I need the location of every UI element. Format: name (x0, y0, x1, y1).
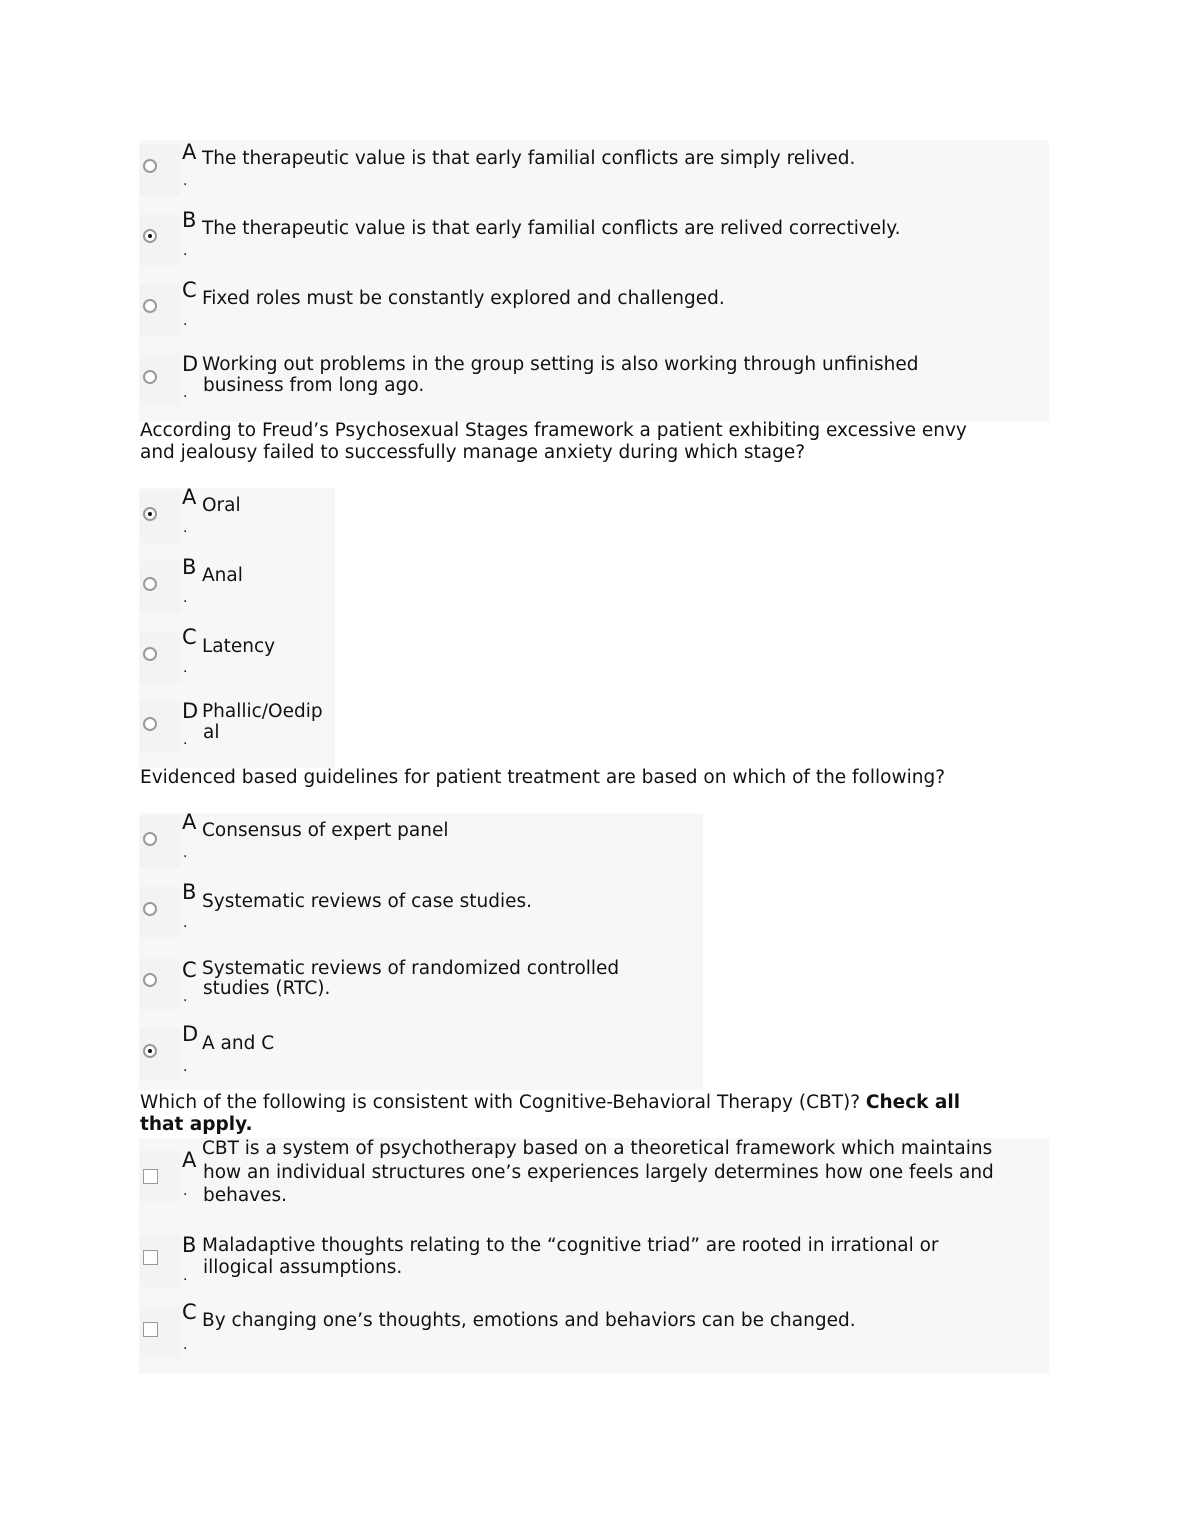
option-text-line-1: Systematic reviews of randomized controlled (202, 958, 620, 979)
option-text-line-1: Working out problems in the group setting is also working through unfinished (202, 354, 919, 375)
option-dot: . (183, 1059, 188, 1075)
option-letter: C (182, 958, 197, 982)
option-q2-d[interactable] (140, 699, 330, 759)
radio-button-selected[interactable] (143, 507, 157, 521)
option-letter: D (182, 1022, 199, 1046)
option-q3-c[interactable] (140, 956, 700, 1016)
option-dot: . (183, 845, 188, 861)
checkbox[interactable] (143, 1322, 158, 1337)
question-text-line-1: According to Freud’s Psychosexual Stages framework a patient exhibiting excessive envy (140, 420, 967, 441)
option-text: Consensus of expert panel (202, 820, 449, 841)
option-letter: C (182, 1300, 197, 1324)
radio-button[interactable] (143, 973, 157, 987)
option-q2-a[interactable] (140, 487, 330, 547)
radio-button[interactable] (143, 159, 157, 173)
option-q3-d[interactable] (140, 1024, 700, 1084)
option-letter: A (182, 140, 197, 164)
option-q1-a[interactable] (140, 140, 1040, 200)
option-text-line-1: Maladaptive thoughts relating to the “cognitive triad” are rooted in irrational or (202, 1235, 939, 1256)
question-text: Which of the following is consistent with Cognitive-Behavioral Therapy (CBT)? (140, 1092, 861, 1113)
option-q3-b[interactable] (140, 882, 700, 942)
option-text: Fixed roles must be constantly explored and challenged. (202, 288, 725, 309)
option-text-line-2: illogical assumptions. (203, 1257, 403, 1278)
radio-button[interactable] (143, 902, 157, 916)
option-text-line-2: studies (RTC). (203, 978, 331, 999)
question-emphasis-line-2: that apply. (140, 1114, 253, 1135)
option-dot: . (183, 520, 188, 536)
option-dot: . (183, 590, 188, 606)
option-letter: A (182, 810, 197, 834)
question-emphasis-line-1: Check all (865, 1092, 961, 1113)
option-dot: . (183, 915, 188, 931)
question-text-line-2: and jealousy failed to successfully manage anxiety during which stage? (140, 442, 806, 463)
option-letter: B (182, 208, 197, 232)
option-text: Oral (202, 495, 241, 516)
option-letter: B (182, 555, 197, 579)
question-2-text (140, 420, 1020, 464)
option-text-line-1: CBT is a system of psychotherapy based on a theoretical framework which maintains (202, 1138, 993, 1159)
option-q1-b[interactable] (140, 210, 1040, 270)
checkbox[interactable] (143, 1169, 158, 1184)
radio-button[interactable] (143, 647, 157, 661)
radio-button-selected[interactable] (143, 229, 157, 243)
radio-button[interactable] (143, 370, 157, 384)
radio-button[interactable] (143, 577, 157, 591)
option-letter: D (182, 352, 199, 376)
option-text-line-2: business from long ago. (203, 375, 425, 396)
option-text-line-1: Phallic/Oedip (202, 701, 323, 722)
radio-button[interactable] (143, 299, 157, 313)
option-q4-a[interactable] (140, 1138, 1040, 1218)
option-q2-c[interactable] (140, 627, 330, 687)
radio-button[interactable] (143, 717, 157, 731)
option-letter: C (182, 625, 197, 649)
checkbox[interactable] (143, 1250, 158, 1265)
option-text: Anal (202, 565, 243, 586)
option-text: The therapeutic value is that early familial conflicts are relived correctively. (202, 218, 901, 239)
radio-button[interactable] (143, 832, 157, 846)
option-text: By changing one’s thoughts, emotions and behaviors can be changed. (202, 1310, 856, 1331)
option-q1-d[interactable] (140, 352, 1040, 412)
option-letter: B (182, 880, 197, 904)
question-4-text (140, 1092, 1040, 1136)
option-dot: . (183, 660, 188, 676)
option-dot: . (183, 1268, 188, 1284)
option-text-line-2: how an individual structures one’s experiences largely determines how one feels and (203, 1162, 994, 1183)
option-dot: . (183, 243, 188, 259)
option-dot: . (183, 1337, 188, 1353)
option-letter: B (182, 1233, 197, 1257)
option-q4-b[interactable] (140, 1233, 1040, 1293)
option-dot: . (183, 385, 188, 401)
option-dot: . (183, 1183, 188, 1199)
option-text: The therapeutic value is that early familial conflicts are simply relived. (202, 148, 856, 169)
option-dot: . (183, 989, 188, 1005)
option-letter: A (182, 1148, 197, 1172)
option-q3-a[interactable] (140, 812, 700, 872)
option-dot: . (183, 313, 188, 329)
option-text: Systematic reviews of case studies. (202, 891, 532, 912)
option-letter: A (182, 485, 197, 509)
question-3-text: Evidenced based guidelines for patient treatment are based on which of the following? (140, 767, 946, 788)
option-q4-c[interactable] (140, 1302, 1040, 1362)
option-letter: C (182, 278, 197, 302)
option-q1-c[interactable] (140, 280, 1040, 340)
option-dot: . (183, 732, 188, 748)
option-dot: . (183, 173, 188, 189)
option-q2-b[interactable] (140, 557, 330, 617)
option-text-line-2: al (203, 722, 220, 743)
option-text: A and C (202, 1033, 275, 1054)
option-letter: D (182, 699, 199, 723)
radio-button-selected[interactable] (143, 1044, 157, 1058)
option-text-line-3: behaves. (203, 1185, 288, 1206)
option-text: Latency (202, 636, 276, 657)
